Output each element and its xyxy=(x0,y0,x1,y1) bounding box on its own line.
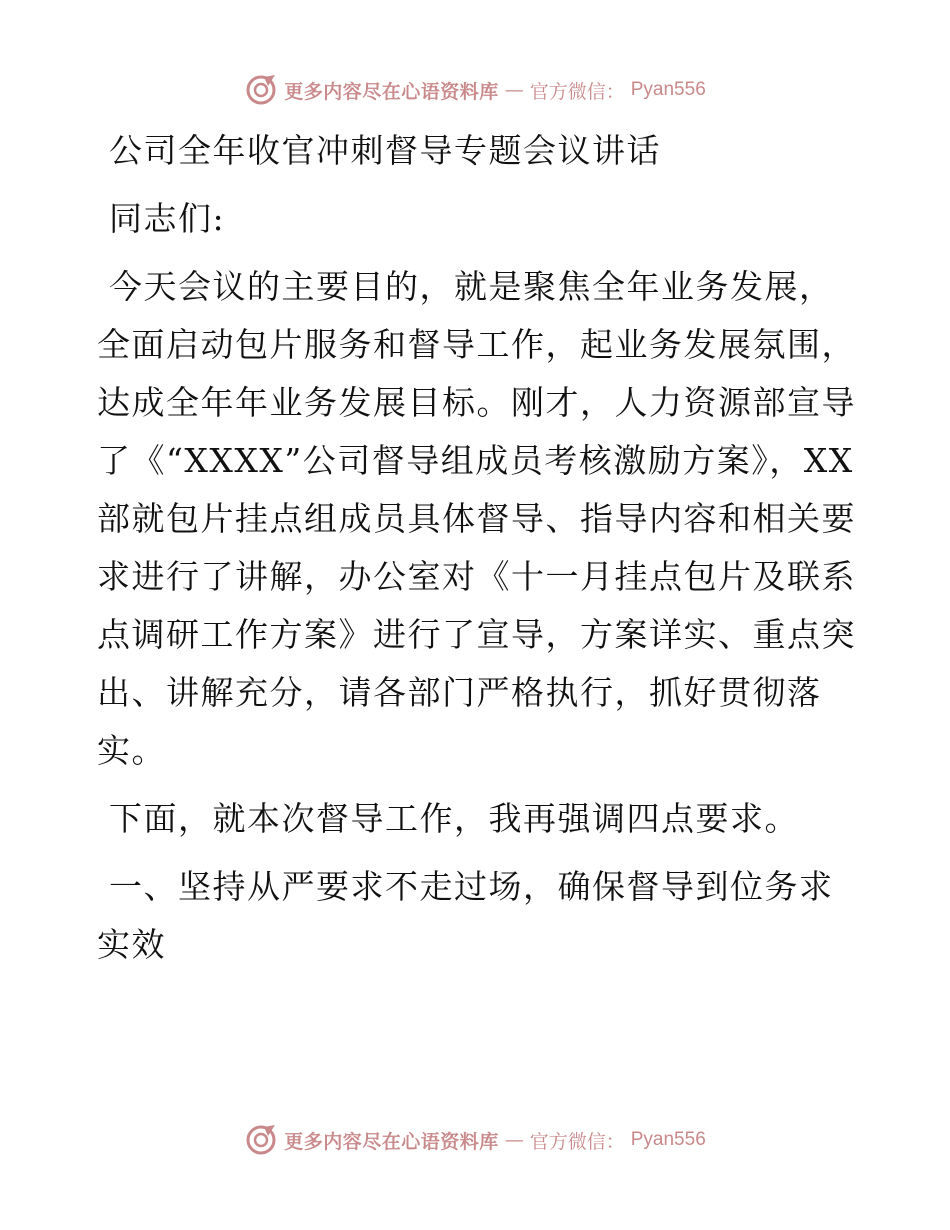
watermark-dash: — xyxy=(504,79,524,101)
section-heading-1: 一、坚持从严要求不走过场，确保督导到位务求实效 xyxy=(97,867,834,964)
document-title: 公司全年收官冲刺督导专题会议讲话 xyxy=(109,131,661,170)
watermark-wechat-id: Pyan556 xyxy=(630,1129,706,1150)
header-watermark xyxy=(0,70,950,110)
watermark-wechat-label: 官方微信： xyxy=(529,80,625,103)
watermark-wechat-label: 官方微信： xyxy=(529,1130,625,1153)
watermark-brand: 更多内容尽在心语资料库 xyxy=(284,1130,499,1153)
paragraph-transition: 下面，就本次督导工作，我再强调四点要求。 xyxy=(109,799,799,838)
brand-logo-icon xyxy=(244,73,278,107)
paragraph-intro: 今天会议的主要目的，就是聚焦全年业务发展，全面启动包片服务和督导工作，起业务发展氛围，达成全年年业务发展目标。刚才，人力资源部宣导了《“XXXX”公司督导组成员考核激励方案》，XX部就包片挂点组成员具体督导、指导内容和相关要求进行了讲解，办公室对《十一月挂点包片及联系点调研工作方案》进行了宣导，方案详实、重点突出、讲解充分，请各部门严格执行，抓好贯彻落实。 xyxy=(97,267,856,770)
footer-watermark xyxy=(0,1120,950,1160)
document-body xyxy=(97,122,857,974)
greeting: 同志们: xyxy=(109,199,226,238)
watermark-brand: 更多内容尽在心语资料库 xyxy=(284,80,499,103)
watermark-wechat-id: Pyan556 xyxy=(630,79,706,100)
watermark-dash: — xyxy=(504,1129,524,1151)
brand-logo-icon xyxy=(244,1123,278,1157)
